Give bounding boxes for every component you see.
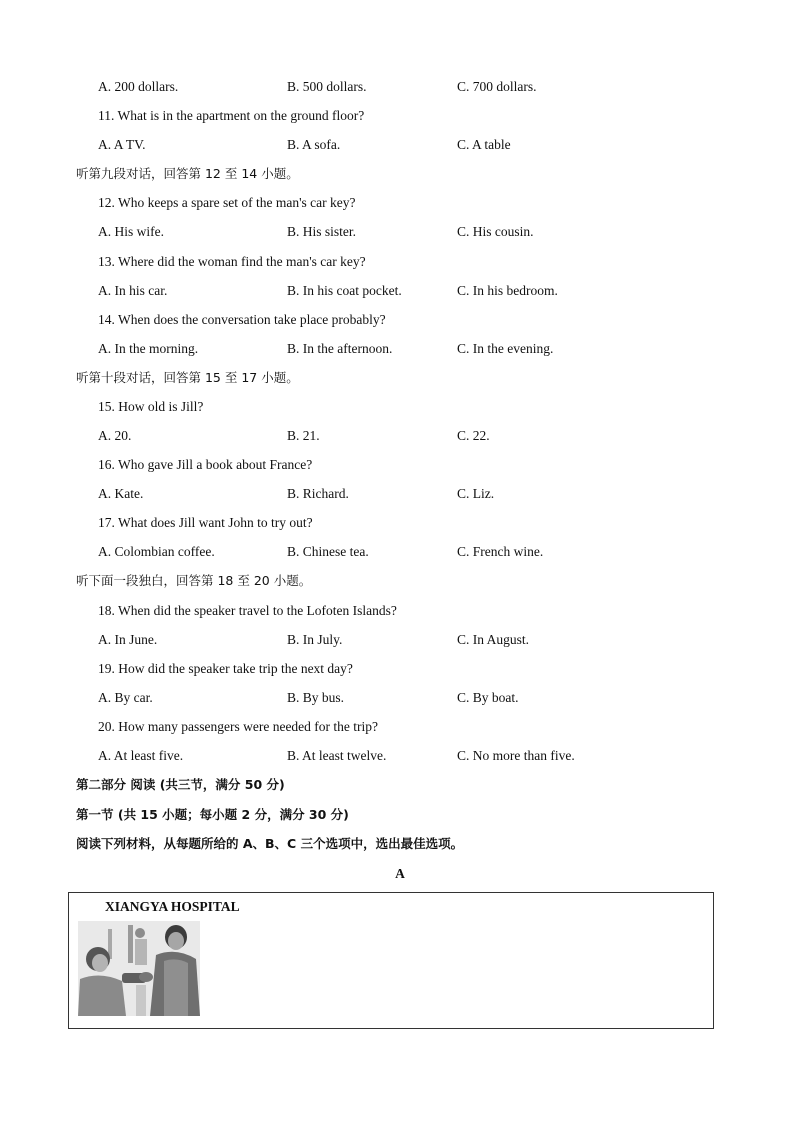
q14-option-a: A. In the morning.: [98, 341, 199, 356]
q19-option-c: C. By boat.: [457, 690, 519, 705]
q14-option-c: C. In the evening.: [457, 341, 554, 356]
reading-instruction: 阅读下列材料，从每题所给的 A、B、C 三个选项中，选出最佳选项。: [76, 836, 464, 851]
q14-stem: 14. When does the conversation take place probably?: [98, 312, 386, 327]
q12-option-b: B. His sister.: [287, 224, 357, 239]
q17-option-c: C. French wine.: [457, 544, 544, 559]
q11-stem: 11. What is in the apartment on the ground floor?: [98, 108, 365, 123]
instruction-dialogue-10: 听第十段对话，回答第 15 至 17 小题。: [76, 370, 299, 385]
q11-option-b: B. A sofa.: [287, 137, 341, 152]
section1-heading: 第一节 (共 15 小题；每小题 2 分，满分 30 分): [76, 807, 349, 822]
part2-heading: 第二部分 阅读 (共三节，满分 50 分): [76, 777, 285, 792]
q18-option-b: B. In July.: [287, 632, 343, 647]
q13-option-b: B. In his coat pocket.: [287, 283, 402, 298]
q15-option-a: A. 20.: [98, 428, 132, 443]
q10-option-b: B. 500 dollars.: [287, 79, 367, 94]
instruction-dialogue-9: 听第九段对话，回答第 12 至 14 小题。: [76, 166, 299, 181]
q13-option-a: A. In his car.: [98, 283, 168, 298]
q11-option-a: A. A TV.: [98, 137, 146, 152]
q17-option-b: B. Chinese tea.: [287, 544, 369, 559]
passage-title: XIANGYA HOSPITAL: [105, 899, 240, 914]
q15-stem: 15. How old is Jill?: [98, 399, 204, 414]
q16-stem: 16. Who gave Jill a book about France?: [98, 457, 313, 472]
q16-option-b: B. Richard.: [287, 486, 349, 501]
q20-stem: 20. How many passengers were needed for the trip?: [98, 719, 379, 734]
q19-stem: 19. How did the speaker take trip the next day?: [98, 661, 353, 676]
q17-stem: 17. What does Jill want John to try out?: [98, 515, 313, 530]
q16-option-c: C. Liz.: [457, 486, 495, 501]
q18-option-c: C. In August.: [457, 632, 530, 647]
q13-option-c: C. In his bedroom.: [457, 283, 558, 298]
hospital-photo: [78, 921, 200, 1016]
q19-option-a: A. By car.: [98, 690, 153, 705]
q17-option-a: A. Colombian coffee.: [98, 544, 215, 559]
q10-option-a: A. 200 dollars.: [98, 79, 179, 94]
q19-option-b: B. By bus.: [287, 690, 345, 705]
passage-box: [68, 892, 714, 1029]
q18-stem: 18. When did the speaker travel to the Lofoten Islands?: [98, 603, 397, 618]
q18-option-a: A. In June.: [98, 632, 158, 647]
q15-option-b: B. 21.: [287, 428, 320, 443]
q12-option-a: A. His wife.: [98, 224, 164, 239]
q10-option-c: C. 700 dollars.: [457, 79, 537, 94]
q11-option-c: C. A table: [457, 137, 511, 152]
q15-option-c: C. 22.: [457, 428, 490, 443]
instruction-monologue: 听下面一段独白，回答第 18 至 20 小题。: [76, 573, 312, 588]
q13-stem: 13. Where did the woman find the man's car key?: [98, 254, 366, 269]
q12-stem: 12. Who keeps a spare set of the man's car key?: [98, 195, 356, 210]
q12-option-c: C. His cousin.: [457, 224, 534, 239]
q14-option-b: B. In the afternoon.: [287, 341, 393, 356]
q20-option-c: C. No more than five.: [457, 748, 575, 763]
q20-option-a: A. At least five.: [98, 748, 184, 763]
q20-option-b: B. At least twelve.: [287, 748, 387, 763]
passage-label: A: [395, 866, 405, 881]
q16-option-a: A. Kate.: [98, 486, 144, 501]
